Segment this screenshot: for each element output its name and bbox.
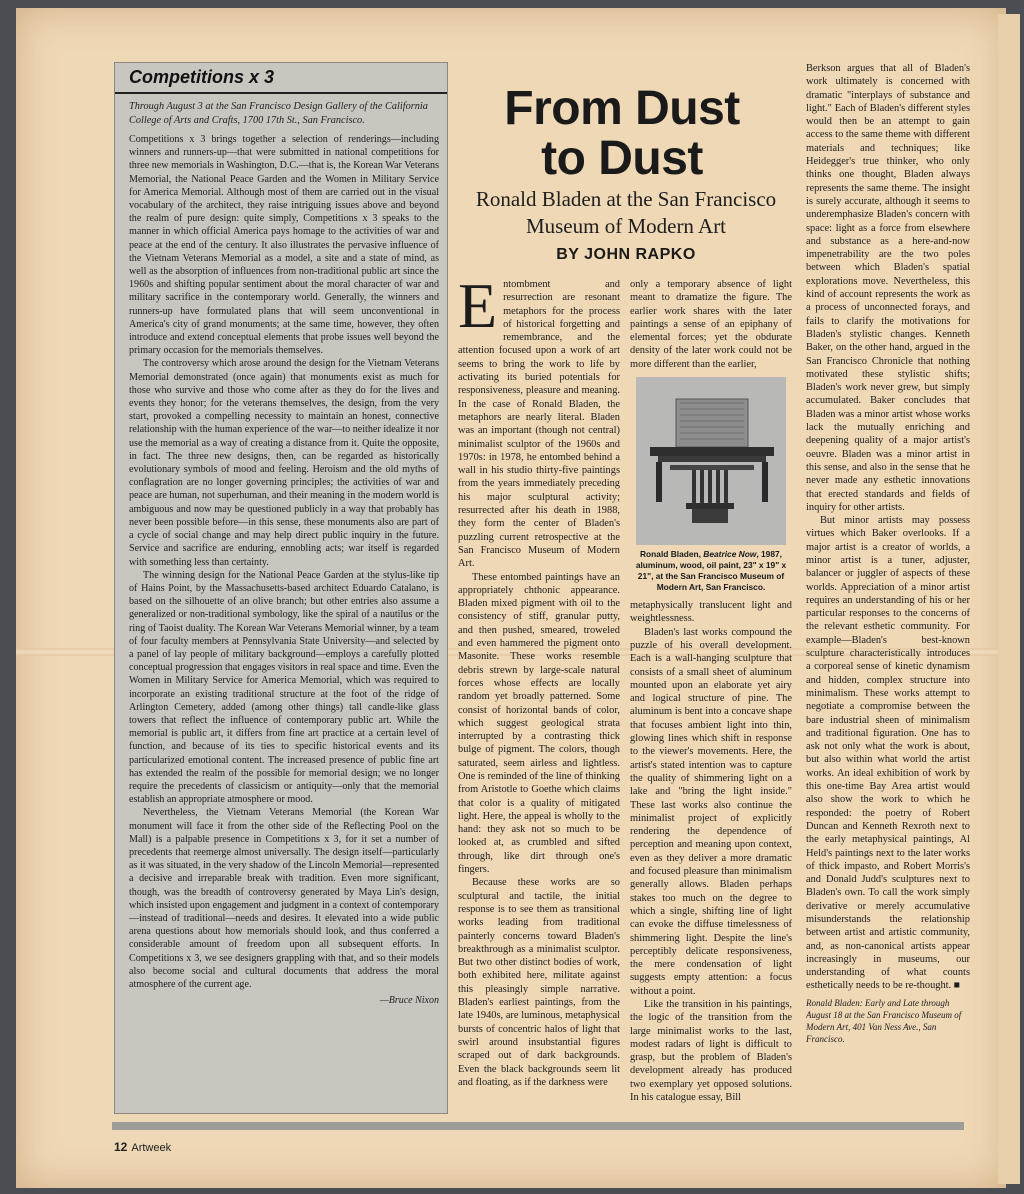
article-paragraph: Bladen's last works compound the puzzle of his overall development. Each is a wall-hanging sculpture that consists of a small sheet of aluminum mounted upon an elaborate yet airy and logical structure of pine. The aluminum is bent into a concave shape that focuses ambient light into thin, glowing lines which shift in response to the viewer's movements. Here, the artist's stated intention was to capture the quality of shimmering light on a lake and "bring the light inside." These last works also continue the minimalist project of explicitly rendering the dependence of perception and meaning upon context, even as they deliver a more dramatic and focused pleasure than minimalism generally allows. Bladen perhaps stakes too much on the degree to which a single, shifting line of light can evoke the diffuse timelessness of shimmering light. Despite the line's perceptibly delicate responsiveness, the mere condensation of light suggests empty attention: a focus without a point.	[630, 626, 792, 997]
sidebar-body	[129, 133, 439, 991]
article-column-3	[806, 62, 970, 1122]
sidebar-competitions	[114, 62, 448, 1114]
sidebar-subtitle: Through August 3 at the San Francisco Design Gallery of the California College of Arts and Crafts, 1700 17th St., San Francisco.	[129, 101, 428, 126]
article-subtitle: Ronald Bladen at the San Francisco Museum of Modern Art	[475, 187, 777, 238]
article-paragraph: These entombed paintings have an appropriately chthonic appearance. Bladen mixed pigment with oil to the consistency of stiff, granular putty, and then pushed, smeared, troweled and even hammered the pigment onto Masonite. These works resemble debris strewn by large-scale natural forces whose effects are locally random yet broadly patterned. Some consist of horizontal bands of color, which suggest geological strata interrupted by a contrasting thick bulge of pigment. The colors, though saturated, seem airless and lightless. One is reminded of the line of thinking from Aristotle to Goethe which claims that color is a quality of mitigated light. Here, the appeal is wholly to the hand: they ask not so much to be looked at, as crumbled and sifted through, like dirt through one's fingers.	[458, 571, 620, 876]
article-byline: BY JOHN RAPKO	[556, 246, 696, 263]
sidebar-paragraph: Competitions x 3 brings together a selection of renderings—including winners and runners-up—that were submitted in national competitions for three new memorials in Washington, D.C.—that is, the Korean War Veterans Memorial, the National Peace Garden and the Women in Military Service for America Memorial. Although most of them are carried out in the visual vocabulary of the architect, they raise intriguing issues above and beyond the realm of pure design: quite simply, Competitions x 3 speaks to the manner in which official America pays homage to the activities of war and peace at the end of the century. It also illustrates the pervasive influence of the Vietnam Veterans Memorial as a model, a site and a state of mind, as well as the absorption of influences from non-traditional public art since the 1960s and shifting popular sentiment about the moral character of war and military sacrifice in the contemporary world. Generally, the winners and runners-up have formulated plans that will seem unconventional in America's city of grand monuments; at the same time, however, they often introduce and extend conceptual elements that probe issues well beyond the primary occasion for the memorials themselves.	[129, 134, 439, 357]
article-column-1	[458, 278, 620, 1120]
article-paragraph: metaphysically translucent light and weightlessness.	[630, 600, 792, 625]
article-paragraph: Berkson argues that all of Bladen's work ultimately is concerned with dramatic "interplays of substance and light." Each of Bladen's different styles would then be an attempt to gain access to the same theme with different materials and techniques; like Heidegger's true thinker, who only thinks one thought, Bladen always represents the same theme. The insight is surely accurate, although it seems to underemphasize Bladen's concern with space: light as a force from elsewhere and substance as a here-and-now impenetrability are the two poles between which Bladen's spatial explorations move. Nevertheless, this kind of account represents the work as a process of unconnected forays, and fails to clarify the motivations for Bladen's stylistic changes. Kenneth Baker, on the other hand, argued in the San Francisco Chronicle that nothing motivated these stylistic shifts; Bladen's work never grew, but simply accumulated. Baker concludes that Bladen was a minor artist whose works lack the mutually enriching and deepening quality of a major artist's oeuvre. Bladen was a minor artist in this sense, and also in the sense that he never made any esthetic innovations that erected standards and fields of inquiry for other artists.	[806, 63, 970, 513]
sidebar-rule	[115, 92, 447, 94]
exhibition-note: Ronald Bladen: Early and Late through August 18 at the San Francisco Museum of Modern Art, 401 Van Ness Ave., San Francisco.	[806, 997, 962, 1044]
sculpture-photo	[636, 377, 786, 545]
sidebar-paragraph: The controversy which arose around the design for the Vietnam Veterans Memorial demonstrated (once again) that monuments exist as much for those who survive and those who come after as they do for the lives and events they honor; for the veterans themselves, the design, from the very start, provoked a compelling necessity to maintain an honest, connective relationship with the human experience of the war—to neither idealize it nor use the memorial as a way of creating a distance from it. Quite the opposite, in fact. The three new designs, then, can be regarded as historically evolutionary symbols of mood and feeling. Heroism and the old myths of conflagration are no longer governing principles; the activities of war and peace are human, not superhuman, and their meaning in the modern world is ambiguous and now may be questioned publicly in a way that probably has never been possible before—in this sense, these monuments also are part of a cycle of social change and may help direct public inquiry in the future. Service and sacrifice are enduring, ennobling acts; war itself is regarded with something less than certainty.	[129, 358, 439, 568]
photo-caption: Ronald Bladen, Beatrice Now, 1987, aluminum, wood, oil paint, 23" x 19" x 21", at the San Francisco Museum of Modern Art, San Francisco.	[635, 549, 787, 593]
article-title-line2: to Dust	[541, 132, 703, 185]
folio	[114, 1140, 171, 1154]
article-paragraph: Like the transition in his paintings, the logic of the transition from the large minimalist works to the last, modest radars of light is difficult to grasp, but the problem of Bladen's development already has produced two exemplary yet opposed solutions. In his catalogue essay, Bill	[630, 998, 792, 1104]
footer-rule	[112, 1122, 964, 1130]
article-paragraph: Entombment and resurrection are resonant metaphors for the process of historical forgetting and remembrance, and the attention focused upon a work of art seems to bring the work to life by activating its buried potentials for responsiveness, pleasure and meaning. In the case of Ronald Bladen, the metaphors are nearly literal. Bladen was an important (though not central) minimalist sculptor of the 1960s and 1970s: in 1978, he entombed behind a wall in his studio thirty-five paintings from the years immediately preceding his major sculptural activity; resurrected after his death in 1988, they form the center of Bladen's puzzling current retrospective at the San Francisco Museum of Modern Art.	[458, 278, 620, 570]
article-paragraph: Because these works are so sculptural and tactile, the initial response is to see them as transitional works leading from traditional painterly concerns toward Bladen's breakthrough as a minimalist sculptor. But two other distinct bodies of work, both exhibited here, militate against this pleasingly simple narrative. Bladen's earliest paintings, from the late 1940s, are luminous, metaphysical bursts of concentric halos of light that swirl around insubstantial figures scraped out of dark backgrounds. Even the black backgrounds seem lit and floating, as if the darkness were	[458, 877, 620, 1088]
article-paragraph: only a temporary absence of light meant to dramatize the figure. The earlier work shares with the later paintings a sense of an epiphany of elemental forces; yet the obdurate density of the later work could not be more different than the earlier,	[630, 279, 792, 370]
article-title-line1: From Dust	[504, 82, 740, 135]
page-number: 12	[114, 1140, 128, 1154]
sidebar-signature: —Bruce Nixon	[379, 995, 439, 1007]
article-column-2	[630, 278, 792, 1120]
sidebar-title: Competitions x 3	[129, 67, 275, 87]
article-paragraph: But minor artists may possess virtues which Baker overlooks. If a major artist is a creator of worlds, a minor artist is a tuner, adjuster, balancer or juggler of aspects of these worlds. Appreciation of a minor artist requires an understanding of his or her particular responses to the concerns of the relevant esthetic community. For example—Bladen's best-known sculpture characteristically introduces a corporeal sense of kinetic dynamism and hidden, complex structure into minimalism. These works attempt to negotiate a compromise between the bare industrial sheen of minimalism and traditional figuration. One has to ask not only what the work is about, but also within what world the artist works. An ideal exhibition of work by this one-time Bay Area artist would also show the work to which he responded: the poetry of Robert Duncan and Kenneth Rexroth next to the early metaphysical paintings, Al Held's paintings next to the later works of thick impasto, and Robert Morris's and Donald Judd's sculptures next to Bladen's own. To call the work simply derivative or merely accumulative misunderstands the relationship between artist and artistic community, and, as non-canonical artists appear increasingly in museums, our understanding of what counts esthetically needs to be re-thought. ■	[806, 515, 970, 992]
sculpture-image	[636, 377, 786, 545]
sidebar-paragraph: The winning design for the National Peace Garden at the stylus-like tip of Hains Point, by the Massachusetts-based architect Eduardo Catalano, is based on the silhouette of an olive branch; but other entries also assume a generalized or non-traditional symbology, like the spiral of a nautilus or the ring of Taoist duality. The Korean War Veterans Memorial winner, by a team of four faculty members at Pennsylvania State University—and selected by a panel of lay people of military background—employs a carefully plotted conceptual progression that engages visitors in real space and time. Even the Women in Military Service for America Memorial, which was required to incorporate an existing traditional structure at the foot of the ridge of Arlington Cemetery, added (among other things) tall candle-like glass towers that reflect the influence of contemporary public art. While the memorial is public art, it differs from fine art practice at a certain level of function, and because of its ties to specific historical events and its particularized emotional content. The increased presence of public fine art has extended the realm of the possible for memorial design; we no longer require the precedents of classicism or antiquity—only that the memorial establish an appropriate atmosphere or mood.	[129, 569, 439, 806]
publication-name: Artweek	[131, 1142, 172, 1154]
sidebar-paragraph: Nevertheless, the Vietnam Veterans Memorial (the Korean War monument will face it from the other side of the Reflecting Pool on the Mall) is a palpable presence in Competitions x 3, for it set a number of precedents that reemerge almost universally. The design itself—particularly as it was situated, in the very shadow of the Lincoln Memorial—represented a decisive and irreparable break with tradition. Even more significant, though, was the breadth of controversy generated by Maya Lin's design, which insisted upon engagement and judgment in a context of contemporary—instead of traditional—needs and desires. It elevated into a wide public arena questions about how memorials should look, and thus conferred a considerable amount of freedom upon all subsequent efforts. In Competitions x 3, we see designers grappling with that, and so their models also become social and cultural documents that address the moral atmosphere of the current age.	[129, 807, 439, 990]
article-title	[462, 84, 782, 184]
drop-cap: E	[458, 278, 498, 341]
adjacent-page-edge	[998, 14, 1020, 1184]
